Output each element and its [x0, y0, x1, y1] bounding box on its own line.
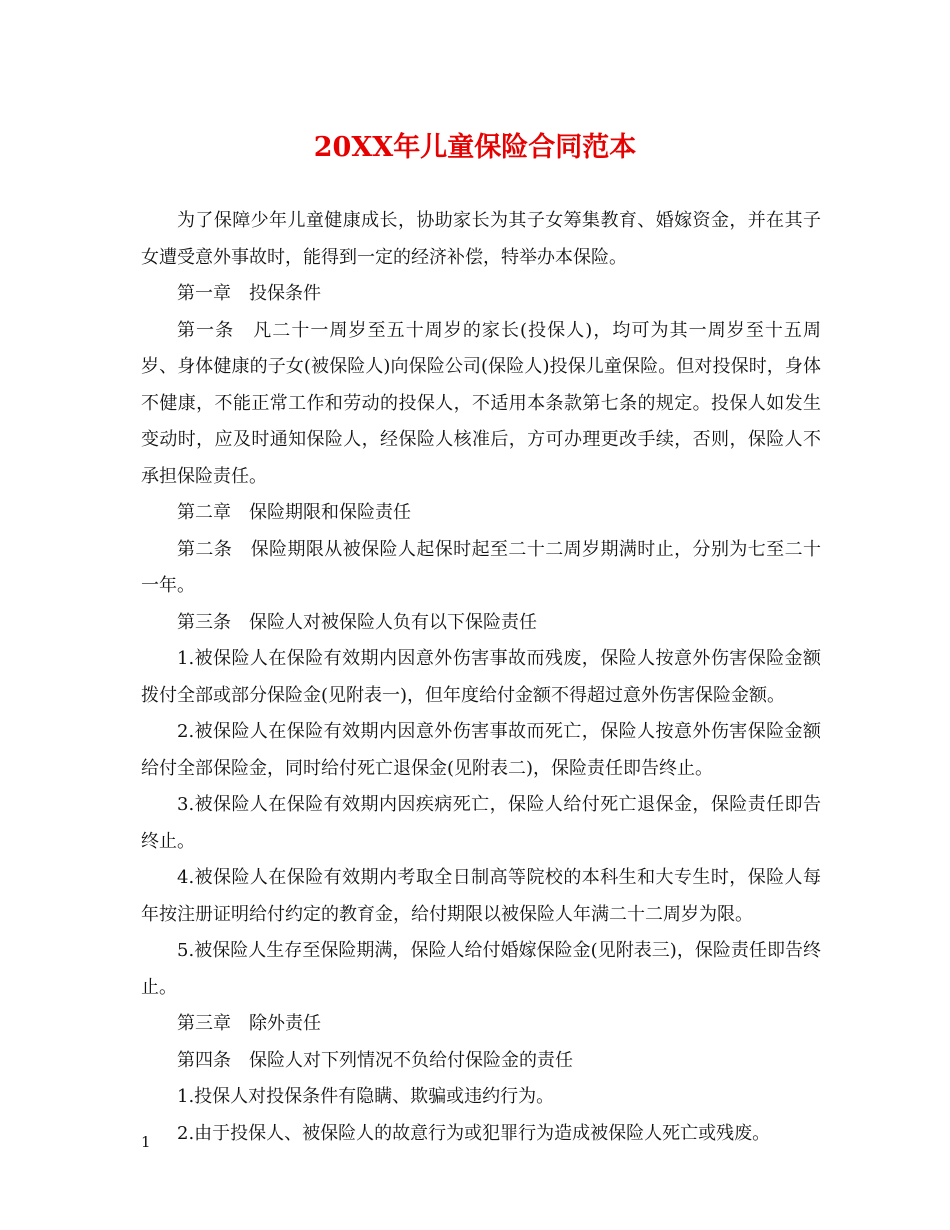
- article-paragraph: 第三条 保险人对被保险人负有以下保险责任: [177, 611, 537, 633]
- chapter-heading: 第三章 除外责任: [177, 1013, 321, 1034]
- clause-item: 1.被保险人在保险有效期内因意外伤害事故而残废，保险人按意外伤害保险金额拨付全部或部分保险金(见附表一)，但年度给付金额不得超过意外伤害保险金额。: [141, 648, 821, 706]
- chapter-heading: 第二章 保险期限和保险责任: [177, 502, 411, 523]
- document-title: 20XX年儿童保险合同范本: [313, 132, 637, 163]
- intro-paragraph: 为了保障少年儿童健康成长，协助家长为其子女筹集教育、婚嫁资金，并在其子女遭受意外事故时，能得到一定的经济补偿，特举办本保险。: [141, 210, 821, 268]
- article-paragraph: 第四条 保险人对下列情况不负给付保险金的责任: [177, 1049, 573, 1071]
- clause-item: 5.被保险人生存至保险期满，保险人给付婚嫁保险金(见附表三)，保险责任即告终止。: [141, 940, 821, 998]
- page-number: 1: [141, 1133, 151, 1151]
- chapter-heading: 第一章 投保条件: [177, 283, 321, 304]
- article-paragraph: 第一条 凡二十一周岁至五十周岁的家长(投保人)，均可为其一周岁至十五周岁、身体健康的子女(被保险人)向保险公司(保险人)投保儿童保险。但对投保时，身体不健康，不能正常工作和劳动的投保人，不适用本条款第七条的规定。投保人如发生变动时，应及时通知保险人，经保险人核准后，方可办理更改手续，否则，保险人不承担保险责任。: [141, 319, 821, 487]
- clause-item: 4.被保险人在保险有效期内考取全日制高等院校的本科生和大专生时，保险人每年按注册证明给付约定的教育金，给付期限以被保险人年满二十二周岁为限。: [141, 867, 821, 925]
- article-paragraph: 第二条 保险期限从被保险人起保时起至二十二周岁期满时止，分别为七至二十一年。: [141, 538, 821, 596]
- clause-item: 2.被保险人在保险有效期内因意外伤害事故而死亡，保险人按意外伤害保险金额给付全部保险金，同时给付死亡退保金(见附表二)，保险责任即告终止。: [141, 721, 821, 779]
- clause-item: 1.投保人对投保条件有隐瞒、欺骗或违约行为。: [177, 1086, 555, 1107]
- clause-item: 3.被保险人在保险有效期内因疾病死亡，保险人给付死亡退保金，保险责任即告终止。: [141, 794, 821, 852]
- clause-item: 2.由于投保人、被保险人的故意行为或犯罪行为造成被保险人死亡或残废。: [177, 1122, 771, 1144]
- document-body: [141, 203, 821, 1152]
